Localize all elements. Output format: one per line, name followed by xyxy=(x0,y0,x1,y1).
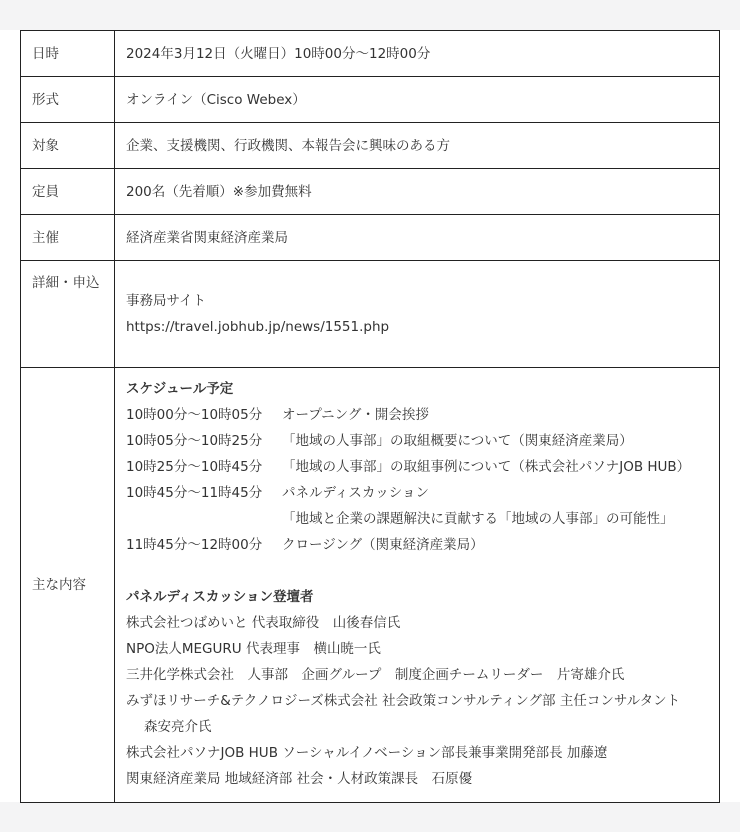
schedule-text: 「地域の人事部」の取組概要について（関東経済産業局） xyxy=(282,433,633,449)
panelist-item: NPO法人MEGURU 代表理事 横山暁一氏 xyxy=(126,641,381,657)
schedule-item xyxy=(126,402,708,428)
label-details: 詳細・申込 xyxy=(21,261,115,368)
schedule-item xyxy=(126,480,708,506)
schedule-item xyxy=(126,454,708,480)
label-format: 形式 xyxy=(21,77,115,123)
schedule-text: オープニング・開会挨拶 xyxy=(282,407,429,423)
row-details xyxy=(21,261,720,368)
value-date: 2024年3月12日（火曜日）10時00分～12時00分 xyxy=(115,31,720,77)
panelist-item: 株式会社パソナJOB HUB ソーシャルイノベーション部長兼事業開発部長 加藤遼 xyxy=(126,745,608,761)
schedule-item xyxy=(126,428,708,454)
row-target xyxy=(21,123,720,169)
event-info-sheet xyxy=(0,30,740,802)
value-details xyxy=(115,261,720,368)
panelist-item: みずほリサーチ&テクノロジーズ株式会社 社会政策コンサルティング部 主任コンサルタント xyxy=(126,693,681,709)
schedule-text: パネルディスカッション xyxy=(282,485,430,501)
value-target: 企業、支援機関、行政機関、本報告会に興味のある方 xyxy=(115,123,720,169)
details-url-link[interactable]: https://travel.jobhub.jp/news/1551.php xyxy=(126,319,390,335)
label-organizer: 主催 xyxy=(21,215,115,261)
row-content xyxy=(21,368,720,803)
schedule-time: 10時05分～10時25分 xyxy=(126,433,263,449)
panelists-heading: パネルディスカッション登壇者 xyxy=(126,589,314,605)
value-capacity: 200名（先着順）※参加費無料 xyxy=(115,169,720,215)
value-format: オンライン（Cisco Webex） xyxy=(115,77,720,123)
details-site-label: 事務局サイト xyxy=(126,293,207,309)
row-capacity xyxy=(21,169,720,215)
schedule-heading: スケジュール予定 xyxy=(126,381,234,397)
panelist-item: 関東経済産業局 地域経済部 社会・人材政策課長 石原優 xyxy=(126,771,473,787)
spacer xyxy=(126,558,708,584)
schedule-time: 10時25分～10時45分 xyxy=(126,459,263,475)
schedule-time: 10時00分～10時05分 xyxy=(126,407,263,423)
panel-subtitle: 「地域と企業の課題解決に貢献する「地域の人事部」の可能性」 xyxy=(282,511,674,527)
row-organizer xyxy=(21,215,720,261)
schedule-text: クロージング（関東経済産業局） xyxy=(282,537,484,553)
label-content: 主な内容 xyxy=(21,368,115,803)
panelist-item: 株式会社つばめいと 代表取締役 山後春信氏 xyxy=(126,615,401,631)
event-info-table xyxy=(20,30,720,803)
schedule-text: 「地域の人事部」の取組事例について（株式会社パソナJOB HUB） xyxy=(282,459,691,475)
panelist-item: 三井化学株式会社 人事部 企画グループ 制度企画チームリーダー 片寄雄介氏 xyxy=(126,667,625,683)
row-date xyxy=(21,31,720,77)
label-capacity: 定員 xyxy=(21,169,115,215)
schedule-item xyxy=(126,532,708,558)
panelist-item-continued: 森安亮介氏 xyxy=(144,719,212,735)
label-target: 対象 xyxy=(21,123,115,169)
value-content xyxy=(115,368,720,803)
value-organizer: 経済産業省関東経済産業局 xyxy=(115,215,720,261)
schedule-time: 11時45分～12時00分 xyxy=(126,537,263,553)
label-date: 日時 xyxy=(21,31,115,77)
row-format xyxy=(21,77,720,123)
schedule-time: 10時45分～11時45分 xyxy=(126,485,263,501)
